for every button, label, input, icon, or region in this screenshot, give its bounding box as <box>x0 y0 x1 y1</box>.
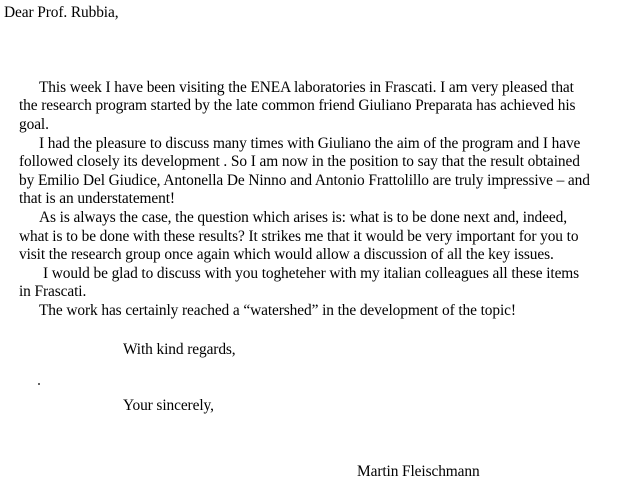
salutation: Dear Prof. Rubbia, <box>4 4 119 21</box>
body-line: I would be glad to discuss with you togheteher with my italian colleagues all these items <box>43 265 580 282</box>
body-line: what is to be done with these results? It strikes me that it would be very important for you to <box>19 228 579 245</box>
body-line: in Frascati. <box>19 283 87 300</box>
signature: Martin Fleischmann <box>357 463 480 480</box>
body-line: The work has certainly reached a “watershed” in the development of the topic! <box>39 302 516 319</box>
body-line: followed closely its development . So I am now in the position to say that the result obtained <box>19 153 580 170</box>
body-line: by Emilio Del Giudice, Antonella De Ninno and Antonio Frattolillo are truly impressive – and <box>19 172 590 189</box>
body-line: that is an understatement! <box>19 190 175 207</box>
body-line: I had the pleasure to discuss many times with Giuliano the aim of the program and I have <box>39 135 581 152</box>
body-line: goal. <box>19 116 49 133</box>
body-line: As is always the case, the question which arises is: what is to be done next and, indeed, <box>39 209 567 226</box>
body-line: This week I have been visiting the ENEA laboratories in Frascati. I am very pleased that <box>39 79 574 96</box>
body-line: the research program started by the late common friend Giuliano Preparata has achieved his <box>19 97 576 114</box>
scan-speck <box>38 383 40 385</box>
signoff: Your sincerely, <box>123 397 214 414</box>
body-line: visit the research group once again which would allow a discussion of all the key issues. <box>19 246 554 263</box>
closing: With kind regards, <box>123 341 236 358</box>
